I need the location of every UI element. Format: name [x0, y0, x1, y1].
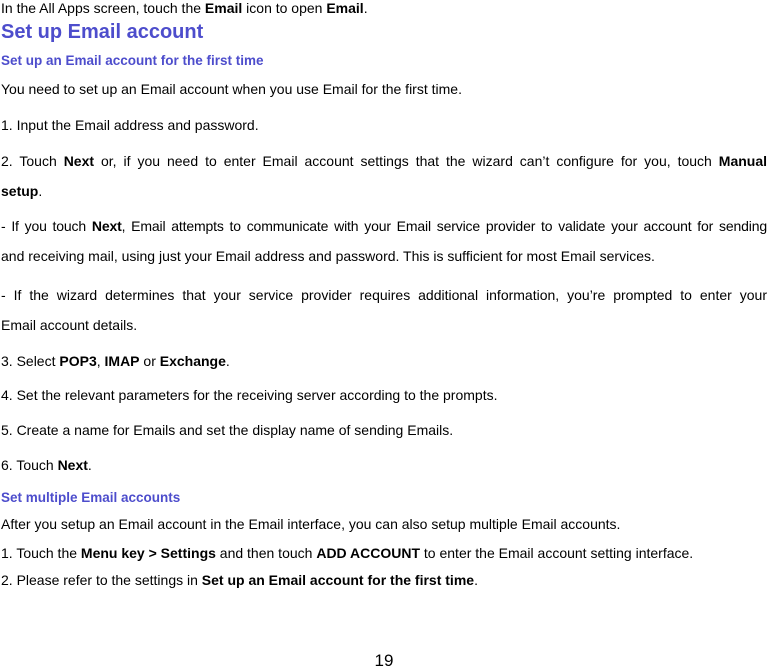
note-1-line1: - If you touch Next, Email attempts to communicate with your Email service provider to validate your account for sending [1, 218, 767, 234]
section2-step-2: 2. Please refer to the settings in Set up an Email account for the first time. [1, 572, 478, 588]
note-1-line2: and receiving mail, using just your Email address and password. This is sufficient for most Email services. [1, 248, 655, 264]
section2-intro: After you setup an Email account in the Email interface, you can also setup multiple Email accounts. [1, 516, 621, 532]
section1-intro: You need to set up an Email account when you use Email for the first time. [1, 81, 462, 97]
page-number: 19 [374, 651, 394, 670]
step-5: 5. Create a name for Emails and set the display name of sending Emails. [1, 422, 454, 438]
section-heading-multiple: Set multiple Email accounts [1, 490, 181, 505]
section2-step-1: 1. Touch the Menu key > Settings and then touch ADD ACCOUNT to enter the Email account setting interface. [1, 545, 694, 561]
step-4: 4. Set the relevant parameters for the receiving server according to the prompts. [1, 387, 498, 403]
step-2-line2: setup. [1, 183, 43, 199]
step-2-line1: 2. Touch Next or, if you need to enter Email account settings that the wizard can’t configure for you, touch Manual [1, 153, 768, 169]
note-2-line2: Email account details. [1, 317, 138, 333]
page-title: Set up Email account [1, 21, 204, 43]
step-3: 3. Select POP3, IMAP or Exchange. [1, 353, 230, 369]
step-6: 6. Touch Next. [1, 457, 92, 473]
step-1: 1. Input the Email address and password. [1, 117, 259, 133]
note-2-line1: - If the wizard determines that your service provider requires additional information, you’re prompted to enter your [1, 287, 767, 303]
section-heading-first-time: Set up an Email account for the first time [1, 53, 264, 68]
intro-text: In the All Apps screen, touch the Email icon to open Email. [1, 0, 368, 16]
